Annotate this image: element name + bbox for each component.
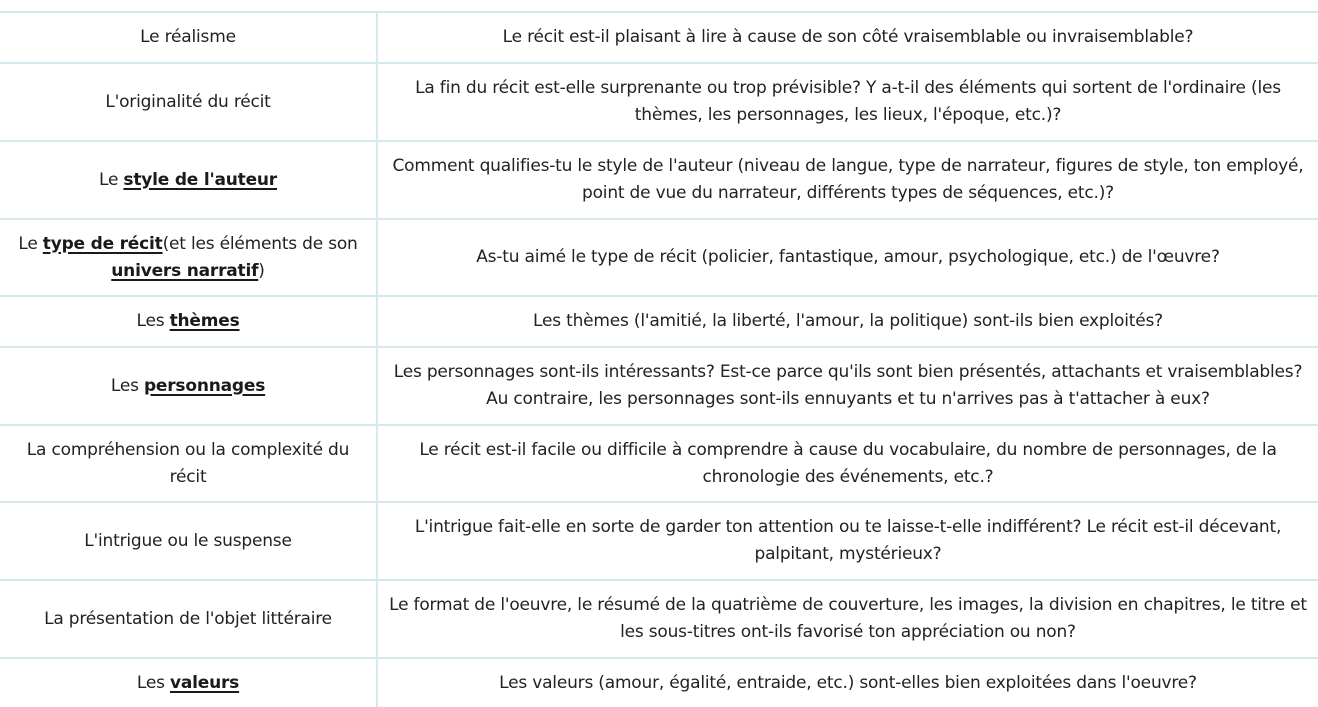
table-row <box>0 219 1318 296</box>
table-row <box>0 12 1318 63</box>
criterion-text: Le <box>98 169 124 190</box>
question-cell: Le récit est-il facile ou difficile à comprendre à cause du vocabulaire, du nombre de personnages, de la chronologie des événements, etc.? <box>377 425 1318 502</box>
table-row <box>0 141 1318 219</box>
question-cell: Comment qualifies-tu le style de l'auteur (niveau de langue, type de narrateur, figures de style, ton employé, point de vue du narrateur, différents types de séquences, etc.)? <box>377 141 1318 219</box>
criterion-text: L'originalité du récit <box>105 91 271 112</box>
link-univers-narratif[interactable]: univers narratif <box>111 260 259 281</box>
link-valeurs[interactable]: valeurs <box>169 672 240 693</box>
question-cell: Le format de l'oeuvre, le résumé de la quatrième de couverture, les images, la division en chapitres, le titre et les sous-titres ont-ils favorisé ton appréciation ou non? <box>377 580 1318 658</box>
criterion-text: L'intrigue ou le suspense <box>84 530 292 551</box>
criterion-cell <box>0 425 377 502</box>
criterion-text: La compréhension ou la complexité du récit <box>26 439 350 487</box>
criterion-cell <box>0 296 377 347</box>
criterion-text: Le réalisme <box>140 27 236 47</box>
criterion-cell <box>0 502 377 580</box>
table-row <box>0 296 1318 347</box>
question-cell: Les valeurs (amour, égalité, entraide, etc.) sont-elles bien exploitées dans l'oeuvre? <box>377 658 1318 707</box>
question-cell: La fin du récit est-elle surprenante ou trop prévisible? Y a-t-il des éléments qui sortent de l'ordinaire (les thèmes, les personnages, les lieux, l'époque, etc.)? <box>377 63 1318 141</box>
table-row <box>0 425 1318 502</box>
criterion-text: Le <box>18 233 43 254</box>
criterion-text: (et les éléments de son <box>162 233 358 254</box>
table-row <box>0 580 1318 658</box>
criterion-cell <box>0 141 377 219</box>
link-type-de-recit[interactable]: type de récit <box>42 233 163 254</box>
criterion-text: La présentation de l'objet littéraire <box>44 608 332 629</box>
criteria-table-wrapper <box>0 11 1318 707</box>
criterion-cell <box>0 12 377 63</box>
criterion-text: Les <box>136 672 170 693</box>
question-cell: As-tu aimé le type de récit (policier, fantastique, amour, psychologique, etc.) de l'œuvre? <box>377 219 1318 296</box>
table-row <box>0 658 1318 707</box>
question-cell: Le récit est-il plaisant à lire à cause de son côté vraisemblable ou invraisemblable? <box>377 12 1318 63</box>
criterion-cell <box>0 580 377 658</box>
criterion-text: ) <box>258 260 265 281</box>
link-style-de-l-auteur[interactable]: style de l'auteur <box>123 169 277 190</box>
criterion-text: Les <box>136 311 170 331</box>
link-themes[interactable]: thèmes <box>169 311 240 331</box>
criteria-table <box>0 11 1318 707</box>
table-row <box>0 63 1318 141</box>
link-personnages[interactable]: personnages <box>143 375 266 396</box>
criterion-text: Les <box>110 375 144 396</box>
criterion-cell <box>0 219 377 296</box>
question-cell: Les personnages sont-ils intéressants? Est-ce parce qu'ils sont bien présentés, attachants et vraisemblables? Au contraire, les personnages sont-ils ennuyants et tu n'arrives pas à t'attacher à eux? <box>377 347 1318 425</box>
criterion-cell <box>0 347 377 425</box>
criterion-cell <box>0 658 377 707</box>
criterion-cell <box>0 63 377 141</box>
table-row <box>0 502 1318 580</box>
question-cell: L'intrigue fait-elle en sorte de garder ton attention ou te laisse-t-elle indifférent? Le récit est-il décevant, palpitant, mystérieux? <box>377 502 1318 580</box>
question-cell: Les thèmes (l'amitié, la liberté, l'amour, la politique) sont-ils bien exploités? <box>377 296 1318 347</box>
table-row <box>0 347 1318 425</box>
